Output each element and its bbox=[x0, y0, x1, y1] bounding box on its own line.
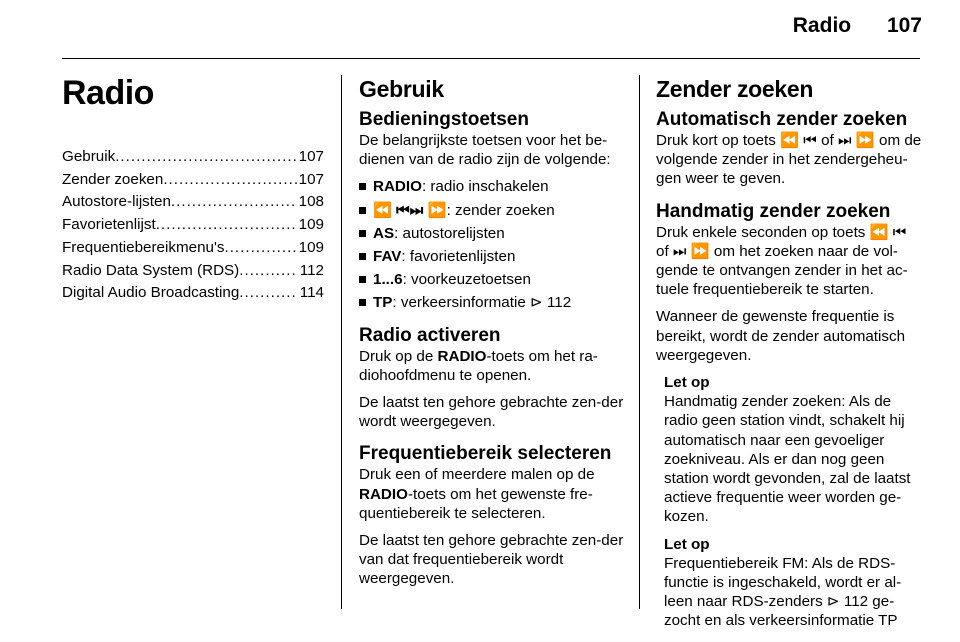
note-label: Let op bbox=[664, 535, 710, 553]
paragraph: Druk kort op toets ⏪ ⏮ of ⏭ ⏩ om de volgende zender in het zendergeheu-gen weer te geven. bbox=[656, 132, 922, 188]
page-header bbox=[793, 14, 922, 38]
paragraph: De laatst ten gehore gebrachte zen-der wordt weergegeven. bbox=[359, 394, 624, 431]
page-number: 107 bbox=[886, 14, 922, 37]
bullet-square bbox=[359, 253, 366, 260]
note-box bbox=[656, 535, 922, 631]
subsection-activeren bbox=[359, 325, 627, 432]
paragraph: De belangrijkste toetsen voor het be-dienen van de radio zijn de volgende: bbox=[359, 132, 611, 169]
toc-item[interactable]: Radio Data System (RDS) ..... 112 bbox=[62, 261, 324, 280]
bullet-square bbox=[359, 183, 366, 190]
header-section: Radio bbox=[792, 14, 852, 37]
paragraph: De laatst ten gehore gebrachte zen-der van dat frequentiebereik wordt weergegeven. bbox=[359, 532, 624, 588]
column-zoeken bbox=[656, 70, 922, 639]
note-text: Frequentiebereik FM: Als de RDS-functie is ingeschakeld, wordt er al-leen naar RDS-zenders ⊳ 112 ge-zocht en als verkeersinformatie TP bbox=[664, 554, 902, 630]
column-divider bbox=[341, 75, 342, 609]
subsection-title: Automatisch zender zoeken bbox=[656, 109, 908, 130]
subsection-title: Radio activeren bbox=[359, 324, 501, 346]
toc-item[interactable]: Favorietenlijst ..... 109 bbox=[62, 215, 324, 234]
subsection-auto bbox=[656, 109, 922, 189]
seek-icons: ⏪ ⏮⏭ ⏩ bbox=[373, 201, 447, 219]
toc-item[interactable]: Frequentiebereikmenu's ..... 109 bbox=[62, 238, 324, 257]
section-title-zoeken: Zender zoeken bbox=[656, 76, 814, 102]
list-item: TP: verkeersinformatie ⊳ 112 bbox=[359, 293, 627, 312]
column-toc bbox=[62, 70, 324, 306]
list-item: 1...6: voorkeuzetoetsen bbox=[359, 270, 627, 289]
bullet-square bbox=[359, 299, 366, 306]
list-item: RADIO: radio inschakelen bbox=[359, 177, 627, 196]
list-item: AS: autostorelijsten bbox=[359, 224, 627, 243]
section-title-gebruik: Gebruik bbox=[359, 76, 444, 102]
toc-item[interactable]: Zender zoeken ..... 107 bbox=[62, 170, 324, 189]
note-box bbox=[656, 373, 922, 527]
paragraph: Druk op de RADIO-toets om het ra-diohoofdmenu te openen. bbox=[359, 347, 598, 384]
paragraph: Druk een of meerdere malen op de RADIO-toets om het gewenste fre-quentiebereik te selecteren. bbox=[359, 466, 595, 522]
bullet-square bbox=[359, 276, 366, 283]
subsection-bediening bbox=[359, 109, 627, 313]
note-label: Let op bbox=[664, 374, 710, 392]
paragraph: Druk enkele seconden op toets ⏪ ⏮ of ⏭ ⏩ om het zoeken naar de vol-gende te ontvangen zender in het ac-tuele frequentiebereik te starten. bbox=[656, 223, 908, 299]
subsection-handmatig bbox=[656, 201, 922, 365]
bullet-square bbox=[359, 207, 366, 214]
header-rule bbox=[62, 58, 920, 59]
control-list bbox=[359, 177, 627, 312]
note-text: Handmatig zender zoeken: Als de radio geen station vindt, schakelt hij automatisch naar een gevoeliger zoekniveau. Als er dan nog geen station wordt gevonden, zal de laatst actieve frequentie weer worden ge-kozen. bbox=[664, 393, 911, 526]
toc-item[interactable]: Gebruik ..... 107 bbox=[62, 147, 324, 166]
toc-item[interactable]: Digital Audio Broadcasting ..... 114 bbox=[62, 283, 324, 302]
table-of-contents bbox=[62, 147, 324, 302]
subsection-title: Frequentiebereik selecteren bbox=[359, 443, 612, 465]
column-divider bbox=[639, 75, 640, 609]
subsection-frequentie bbox=[359, 443, 627, 588]
list-item: FAV: favorietenlijsten bbox=[359, 247, 627, 266]
column-gebruik bbox=[359, 70, 627, 597]
paragraph: Wanneer de gewenste frequentie is bereikt, wordt de zender automatisch weergegeven. bbox=[656, 308, 906, 364]
subsection-title: Bedieningstoetsen bbox=[359, 109, 529, 130]
toc-item[interactable]: Autostore-lijsten ..... 108 bbox=[62, 192, 324, 211]
subsection-title: Handmatig zender zoeken bbox=[656, 200, 891, 222]
chapter-title: Radio bbox=[62, 74, 154, 112]
list-item: ⏪ ⏮⏭ ⏩: zender zoeken bbox=[359, 201, 627, 220]
bullet-square bbox=[359, 230, 366, 237]
